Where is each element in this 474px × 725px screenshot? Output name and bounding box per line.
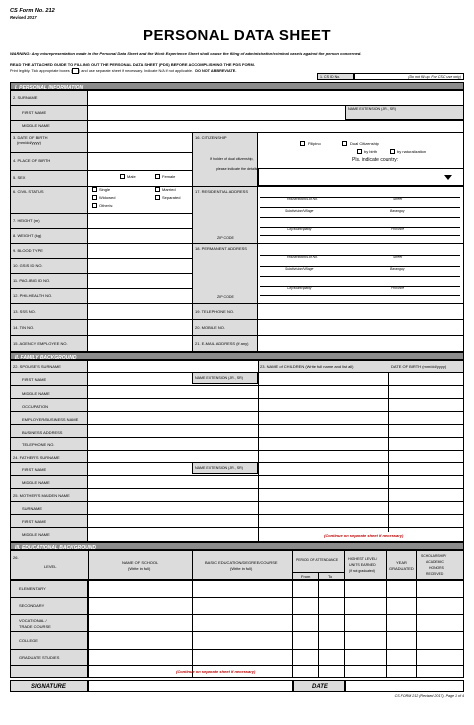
edu-num: 26. (13, 555, 19, 560)
family-row-line (10, 437, 464, 438)
female-label: Female (162, 174, 176, 179)
mother-middle-label: MIDDLE NAME (22, 532, 50, 537)
tin-label: 14. TIN NO. (13, 325, 35, 330)
cs-id-field[interactable] (354, 73, 464, 80)
family-row-line (10, 450, 464, 451)
father-name-ext[interactable] (192, 462, 258, 474)
male-checkbox[interactable] (120, 174, 125, 179)
edu-year-2: GRADUATED (389, 566, 414, 571)
res-subdiv-label: Subdivision/Village (285, 209, 314, 213)
family-row-line (10, 411, 464, 412)
filipino-label: Filipino (308, 141, 321, 146)
res-zip-label: ZIP CODE (217, 236, 234, 240)
perm-street-label: Street (393, 255, 403, 259)
dob-format: (mm/dd/yyyy) (17, 140, 41, 145)
edu-level-college: COLLEGE (19, 638, 38, 643)
edu-school-header: NAME OF SCHOOL (122, 560, 159, 565)
biz-addr-label: BUSINESS ADDRESS (22, 430, 63, 435)
blood-label: 9. BLOOD TYPE (13, 248, 43, 253)
chevron-down-icon (434, 168, 464, 186)
perm-province-label: Province (391, 286, 405, 290)
weight-label: 8. WEIGHT (kg) (13, 233, 42, 238)
row-line (10, 614, 464, 615)
mother-first-label: FIRST NAME (22, 519, 47, 524)
edu-school-sub: (Write in full) (128, 566, 151, 571)
cs-id-label-box (317, 73, 354, 80)
others-checkbox[interactable] (92, 203, 97, 208)
signature-label-box (10, 680, 88, 692)
spouse-tel-label: TELEPHONE NO. (22, 442, 55, 447)
dual-note-1: If holder of dual citizenship, (210, 157, 254, 161)
citizenship-label: 16. CITIZENSHIP (195, 135, 227, 140)
philhealth-label: 12. PHILHEALTH NO. (13, 293, 53, 298)
first-name-label: FIRST NAME (22, 110, 47, 115)
form-number: CS Form No. 212 (10, 8, 55, 14)
spouse-label: 22. SPOUSE'S SURNAME (13, 364, 61, 369)
row-line (10, 288, 192, 289)
row-line (10, 580, 464, 581)
by-birth-checkbox[interactable] (357, 149, 362, 154)
row-line (10, 273, 192, 274)
addr-line (260, 276, 460, 277)
edu-highest-3: (if not graduated) (349, 569, 375, 573)
employer-label: EMPLOYER/BUSINESS NAME (22, 417, 79, 422)
addr-line (260, 235, 460, 236)
addr-line (260, 295, 460, 296)
section-education-title: III. EDUCATIONAL BACKGROUND (15, 544, 96, 551)
signature-label: SIGNATURE (31, 684, 66, 690)
name-ext-label: NAME EXTENSION (JR., SR) (348, 107, 396, 111)
row-line (10, 665, 464, 666)
row-line (10, 228, 192, 229)
perm-barangay-label: Barangay (390, 267, 405, 271)
res-house-label: House/Block/Lot No. (287, 197, 318, 201)
col-line (318, 572, 319, 678)
married-checkbox[interactable] (155, 187, 160, 192)
family-row-line (10, 475, 464, 476)
agency-label: 15. AGENCY EMPLOYEE NO. (13, 341, 68, 346)
family-row-line (10, 527, 464, 528)
separated-checkbox[interactable] (155, 195, 160, 200)
edu-level-elementary: ELEMENTARY (19, 586, 46, 591)
family-row-line (10, 514, 464, 515)
spouse-name-ext[interactable] (192, 372, 258, 384)
female-checkbox[interactable] (155, 174, 160, 179)
page-footer: CS FORM 212 (Revised 2017), Page 1 of 4 (394, 694, 464, 698)
read-guide-text: READ THE ATTACHED GUIDE TO FILLING OUT THE PERSONAL DATA SHEET (PDS) BEFORE ACCOMPLISHING THE PDS FORM. (10, 62, 255, 67)
dob-label: 3. DATE OF BIRTH (13, 135, 48, 140)
by-birth-label: by birth (364, 149, 378, 154)
form-revision: Revised 2017 (10, 15, 37, 20)
single-label: Single (99, 187, 111, 192)
perm-city-label: City/Municipality (287, 286, 312, 290)
pob-label: 4. PLACE OF BIRTH (13, 158, 51, 163)
dual-note-2: please indicate the details. (216, 167, 259, 171)
father-name-ext-label: NAME EXTENSION (JR., SR) (195, 466, 243, 470)
indicate-country-label: Pls. indicate country: (352, 157, 399, 163)
sss-label: 13. SSS NO. (13, 309, 36, 314)
family-row-line (10, 501, 464, 502)
dual-checkbox[interactable] (342, 141, 347, 146)
family-row-line (10, 488, 464, 489)
edu-course-header: BASIC EDUCATION/DEGREE/COURSE (205, 560, 278, 565)
edu-honors-3: HONORS (429, 566, 444, 570)
row-line (10, 303, 464, 304)
edu-course-sub: (Write in full) (230, 566, 253, 571)
edu-level-vocational-2: TRADE COURSE (19, 624, 51, 629)
print-instructions-a: Print legibly. Tick appropriate boxes ( (10, 69, 72, 73)
others-label: Other/s: (99, 203, 114, 208)
signature-field[interactable] (88, 680, 293, 692)
family-row-line (10, 385, 464, 386)
filipino-checkbox[interactable] (300, 141, 305, 146)
row-line (10, 649, 464, 650)
row-line (10, 319, 464, 320)
edu-period-header: PERIOD OF ATTENDANCE (296, 558, 339, 562)
separated-label: Separated (162, 195, 181, 200)
pagibig-label: 11. PAG-IBIG ID NO. (13, 278, 51, 283)
by-nat-label: by naturalization (397, 149, 427, 154)
date-label-box (293, 680, 345, 692)
section-family-title: II. FAMILY BACKGROUND (15, 354, 77, 361)
surname-label: 2. SURNAME (13, 95, 38, 100)
section-education-bar (10, 542, 464, 550)
res-city-label: City/Municipality (287, 227, 312, 231)
edu-highest-2: UNITS EARNED (349, 563, 376, 567)
res-province-label: Province (391, 227, 405, 231)
row-line (10, 152, 192, 153)
edu-level-graduate: GRADUATE STUDIES (19, 655, 60, 660)
children-label: 23. NAME of CHILDREN (Write full name and list all) (260, 364, 354, 369)
mother-label: 25. MOTHER'S MAIDEN NAME (13, 493, 70, 498)
edu-honors-2: ACADEMIC (426, 560, 444, 564)
date-field[interactable] (345, 680, 464, 692)
row-line (10, 335, 464, 336)
row-line (10, 597, 464, 598)
gsis-label: 10. GSIS ID NO. (13, 263, 43, 268)
edu-highest-1: HIGHEST LEVEL/ (348, 557, 378, 561)
row-line (10, 213, 192, 214)
email-label: 21. E-MAIL ADDRESS (if any) (195, 341, 249, 346)
page-title: PERSONAL DATA SHEET (143, 27, 331, 44)
mobile-label: 20. MOBILE NO. (195, 325, 226, 330)
col-line (192, 132, 193, 352)
edu-level-header: LEVEL (44, 564, 57, 569)
res-street-label: Street (393, 197, 403, 201)
education-continue-note: (Continue on separate sheet if necessary) (176, 669, 256, 674)
res-addr-label: 17. RESIDENTIAL ADDRESS (195, 189, 248, 194)
father-first-label: FIRST NAME (22, 467, 47, 472)
edu-honors-1: SCHOLARSHIP/ (421, 554, 447, 558)
section-personal-title: I. PERSONAL INFORMATION (15, 84, 84, 91)
mother-surname-label: SURNAME (22, 506, 43, 511)
res-barangay-label: Barangay (390, 209, 405, 213)
spouse-first-label: FIRST NAME (22, 377, 47, 382)
education-level-column (10, 580, 88, 678)
occupation-label: OCCUPATION (22, 404, 49, 409)
row-line (10, 120, 464, 121)
print-instructions-b: ) and use separate sheet if necessary. Indicate N/A if not applicable. (78, 69, 194, 73)
section-personal-bar (10, 82, 464, 90)
row-line (10, 258, 192, 259)
country-dropdown-button[interactable] (434, 168, 464, 186)
perm-house-label: House/Block/Lot No. (287, 255, 318, 259)
civil-status-label: 6. CIVIL STATUS (13, 189, 44, 194)
cs-use-note: (Do not fill up. For CSC use only) (408, 74, 461, 79)
warning-text: WARNING: Any misrepresentation made in the Personal Data Sheet and the Work Experience Sheet shall cause the filing of administrative/criminal case/s against the person concerned. (10, 51, 362, 56)
middle-name-label: MIDDLE NAME (22, 123, 50, 128)
family-continue-note: (Continue on separate sheet if necessary) (324, 533, 404, 538)
married-label: Married (162, 187, 176, 192)
row-line (10, 170, 192, 171)
edu-level-secondary: SECONDARY (19, 603, 45, 608)
print-instructions (10, 68, 236, 74)
row-line (10, 631, 464, 632)
row-line (10, 132, 464, 133)
father-label: 24. FATHER'S SURNAME (13, 455, 60, 460)
edu-honors-4: RECEIVED (426, 572, 444, 576)
family-row-line (10, 398, 464, 399)
perm-subdiv-label: Subdivision/Village (285, 267, 314, 271)
edu-to-header: To (328, 574, 333, 579)
dual-label: Dual Citizenship (350, 141, 379, 146)
cs-id-label: 1. CS ID No. (320, 74, 341, 79)
spouse-name-ext-label: NAME EXTENSION (JR., SR) (195, 376, 243, 380)
row-line (10, 186, 464, 187)
edu-level-vocational: VOCATIONAL / (19, 618, 47, 623)
edu-year-1: YEAR (396, 560, 407, 565)
height-label: 7. HEIGHT (m) (13, 218, 40, 223)
tel-label: 19. TELEPHONE NO. (195, 309, 235, 314)
single-checkbox[interactable] (92, 187, 97, 192)
date-label: DATE (312, 684, 328, 690)
father-middle-label: MIDDLE NAME (22, 480, 50, 485)
widowed-label: Widowed (99, 195, 116, 200)
sex-label: 5. SEX (13, 175, 26, 180)
row-line (292, 572, 344, 573)
spouse-middle-label: MIDDLE NAME (22, 391, 50, 396)
male-label: Male (127, 174, 136, 179)
section-family-bar (10, 352, 464, 360)
child-dob-label: DATE OF BIRTH (mm/dd/yyyy) (391, 364, 447, 369)
addr-line (260, 217, 460, 218)
family-row-line (10, 424, 464, 425)
name-ext-box[interactable] (345, 105, 464, 120)
addr-line (260, 207, 460, 208)
by-nat-checkbox[interactable] (390, 149, 395, 154)
tick-box-icon (72, 68, 79, 74)
perm-addr-label: 18. PERMANENT ADDRESS (195, 246, 247, 251)
edu-from-header: From (301, 574, 311, 579)
perm-zip-label: ZIP CODE (217, 295, 234, 299)
education-header (10, 550, 464, 580)
widowed-checkbox[interactable] (92, 195, 97, 200)
row-line (10, 243, 464, 244)
do-not-abbreviate: DO NOT ABBREVIATE. (195, 69, 237, 73)
